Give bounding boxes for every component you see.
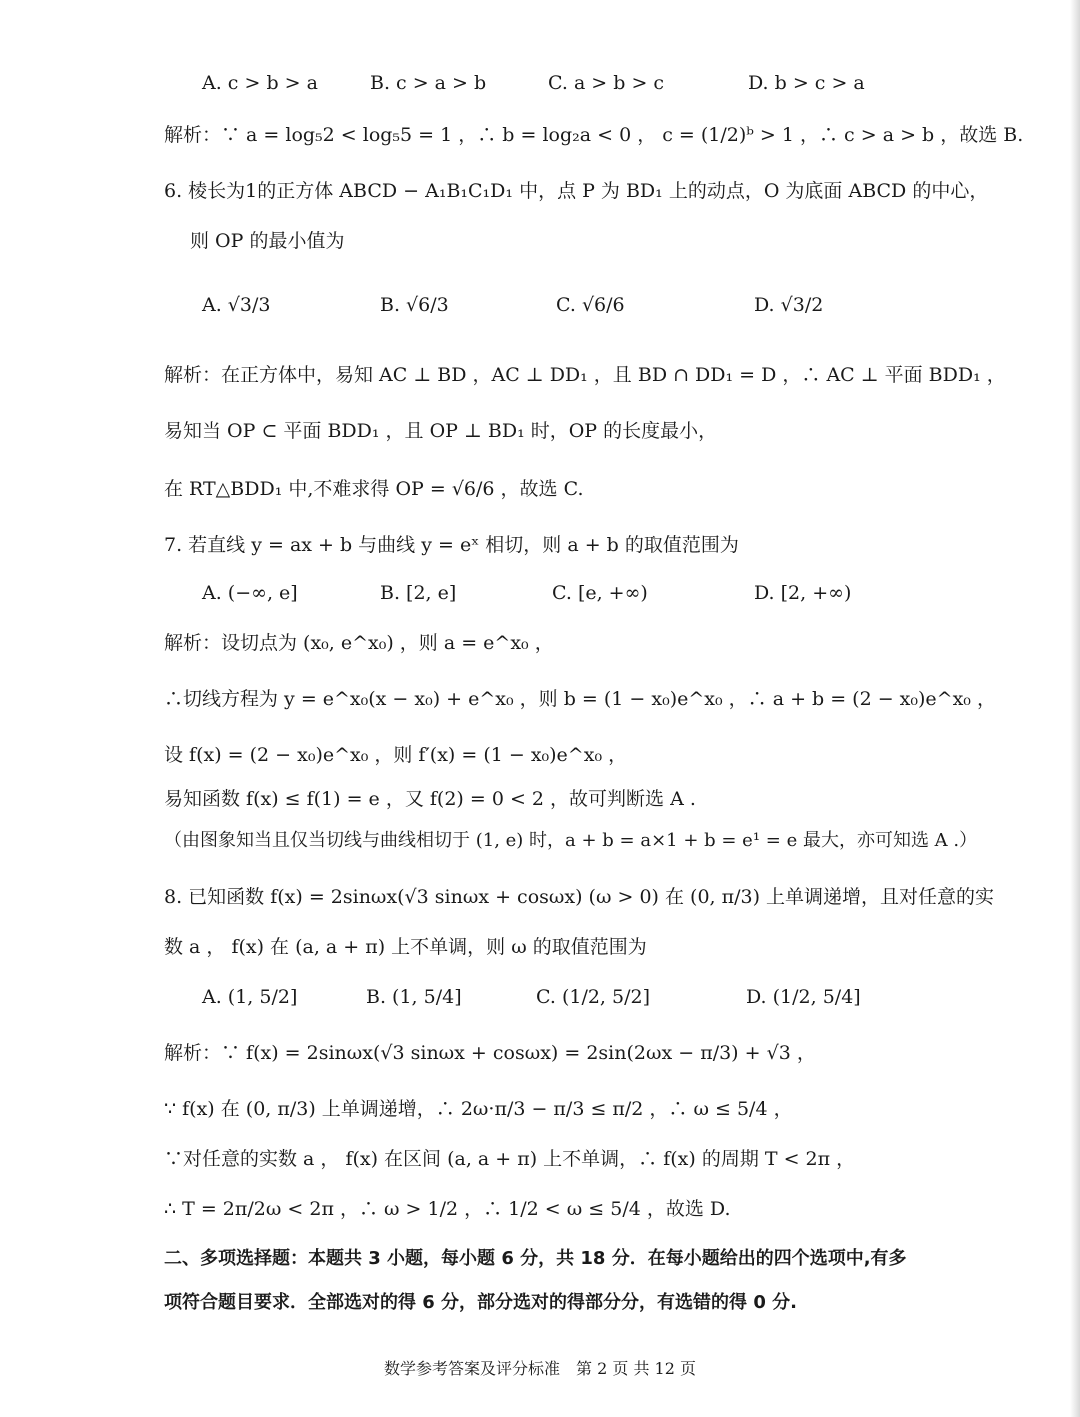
q6-option-a: A. √3/3 bbox=[202, 294, 271, 316]
q8-analysis-line-1: 解析：∵ f(x) = 2sinωx(√3 sinωx + cosωx) = 2sin(2ωx − π/3) + √3 ， bbox=[164, 1042, 816, 1064]
page-edge-shadow bbox=[1070, 0, 1080, 1417]
q8-analysis-line-4: ∴ T = 2π/2ω < 2π ，∴ ω > 1/2 ，∴ 1/2 < ω ≤ 5/4 ，故选 D. bbox=[164, 1198, 731, 1220]
q5-option-d: D. b > c > a bbox=[748, 72, 865, 94]
q7-option-a: A. (−∞, e] bbox=[202, 582, 298, 604]
q7-analysis-line-4: 易知函数 f(x) ≤ f(1) = e ，又 f(2) = 0 < 2 ，故可判断选 A . bbox=[164, 788, 696, 810]
q8-option-c: C. (1/2, 5/2] bbox=[536, 986, 650, 1008]
q6-analysis-line-1: 解析：在正方体中，易知 AC ⊥ BD ，AC ⊥ DD₁ ，且 BD ∩ DD₁ = D ，∴ AC ⊥ 平面 BDD₁ ， bbox=[164, 364, 1006, 386]
q7-analysis-line-3: 设 f(x) = (2 − x₀)e^x₀ ，则 f′(x) = (1 − x₀)e^x₀ ， bbox=[164, 744, 628, 766]
section-2-heading-line-2: 项符合题目要求．全部选对的得 6 分，部分选对的得部分分，有选错的得 0 分. bbox=[164, 1292, 797, 1313]
q8-analysis-line-3: ∵对任意的实数 a ， f(x) 在区间 (a, a + π) 上不单调，∴ f(x) 的周期 T < 2π ， bbox=[164, 1148, 856, 1170]
q5-option-a: A. c > b > a bbox=[202, 72, 318, 94]
section-2-heading-line-1: 二、多项选择题：本题共 3 小题，每小题 6 分，共 18 分．在每小题给出的四个选项中,有多 bbox=[164, 1248, 907, 1269]
q5-option-b: B. c > a > b bbox=[370, 72, 487, 94]
q7-option-d: D. [2, +∞) bbox=[754, 582, 852, 604]
q7-stem: 7. 若直线 y = ax + b 与曲线 y = eˣ 相切，则 a + b 的取值范围为 bbox=[164, 534, 739, 556]
q5-analysis: 解析：∵ a = log₅2 < log₅5 = 1 ，∴ b = log₂a < 0 ， c = (1/2)ᵇ > 1 ，∴ c > a > b ，故选 B. bbox=[164, 124, 1024, 146]
q5-option-c: C. a > b > c bbox=[548, 72, 665, 94]
q8-analysis-line-2: ∵ f(x) 在 (0, π/3) 上单调递增，∴ 2ω·π/3 − π/3 ≤ π/2 ，∴ ω ≤ 5/4 ， bbox=[164, 1098, 793, 1120]
q6-stem-line-2: 则 OP 的最小值为 bbox=[190, 230, 345, 252]
page-footer: 数学参考答案及评分标准 第 2 页 共 12 页 bbox=[384, 1359, 696, 1378]
q8-option-b: B. (1, 5/4] bbox=[366, 986, 462, 1008]
q6-analysis-line-3: 在 RT△BDD₁ 中,不难求得 OP = √6/6 ，故选 C. bbox=[164, 478, 584, 500]
q8-option-d: D. (1/2, 5/4] bbox=[746, 986, 861, 1008]
q7-analysis-line-1: 解析：设切点为 (x₀, e^x₀) ，则 a = e^x₀ ， bbox=[164, 632, 554, 654]
q7-option-c: C. [e, +∞) bbox=[552, 582, 648, 604]
q7-analysis-line-2: ∴切线方程为 y = e^x₀(x − x₀) + e^x₀ ，则 b = (1 − x₀)e^x₀ ，∴ a + b = (2 − x₀)e^x₀ ， bbox=[164, 688, 996, 710]
q8-stem-line-1: 8. 已知函数 f(x) = 2sinωx(√3 sinωx + cosωx) (ω > 0) 在 (0, π/3) 上单调递增，且对任意的实 bbox=[164, 886, 995, 908]
q8-stem-line-2: 数 a ， f(x) 在 (a, a + π) 上不单调，则 ω 的取值范围为 bbox=[164, 936, 647, 958]
q7-option-b: B. [2, e] bbox=[380, 582, 457, 604]
q6-option-d: D. √3/2 bbox=[754, 294, 824, 316]
q6-option-c: C. √6/6 bbox=[556, 294, 625, 316]
q7-analysis-line-5: （由图象知当且仅当切线与曲线相切于 (1, e) 时，a + b = a×1 + b = e¹ = e 最大，亦可知选 A .） bbox=[164, 830, 978, 851]
q8-option-a: A. (1, 5/2] bbox=[202, 986, 298, 1008]
q6-analysis-line-2: 易知当 OP ⊂ 平面 BDD₁ ，且 OP ⊥ BD₁ 时，OP 的长度最小， bbox=[164, 420, 718, 442]
q6-option-b: B. √6/3 bbox=[380, 294, 449, 316]
q6-stem-line-1: 6. 棱长为1的正方体 ABCD − A₁B₁C₁D₁ 中，点 P 为 BD₁ 上的动点，O 为底面 ABCD 的中心， bbox=[164, 180, 989, 202]
